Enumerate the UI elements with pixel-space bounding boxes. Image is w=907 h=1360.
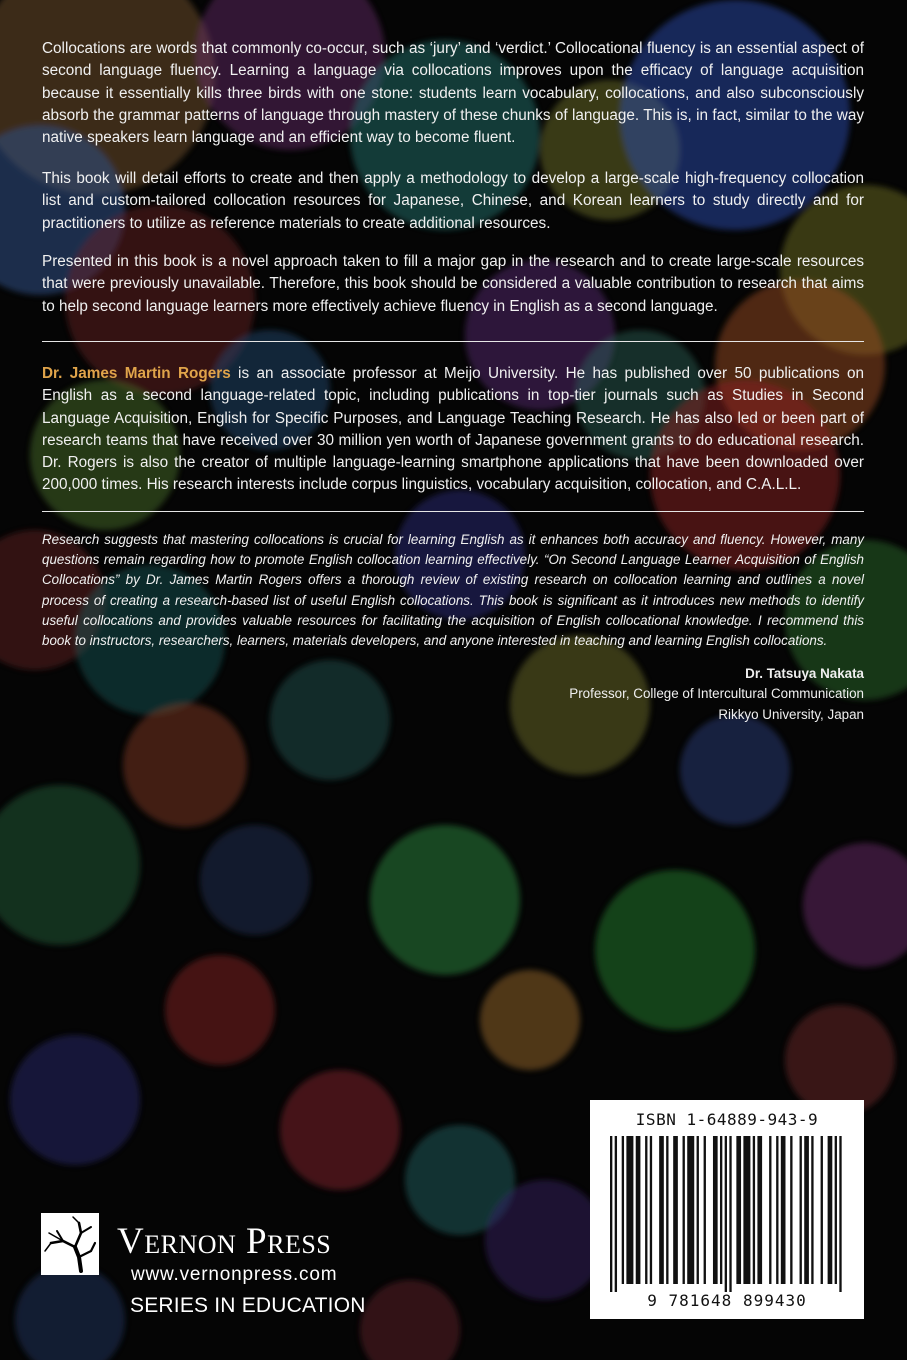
barcode-bar bbox=[615, 1136, 617, 1292]
author-bio bbox=[42, 363, 864, 497]
barcode-bar bbox=[757, 1136, 762, 1284]
publisher-name: Vernon Press bbox=[117, 1221, 332, 1262]
barcode-bar bbox=[645, 1136, 647, 1284]
author-bio-text: is an associate professor at Meijo University. He has published over 50 publications on English as a second language-related topic, including publications in top-tier journals such as Studies in Second Language Acquisition, English for Specific Purposes, and Language Teaching Research. He has also led or been part of research teams that have received over 30 million yen worth of Japanese government grants to do educational research. Dr. Rogers is also the creator of multiple language-learning smartphone applications that have been downloaded over 200,000 times. His research interests include corpus linguistics, vocabulary acquisition, collocation, and C.A.L.L. bbox=[42, 365, 864, 494]
barcode-bar bbox=[821, 1136, 823, 1284]
tree-icon bbox=[41, 1213, 99, 1275]
reviewer-signature bbox=[569, 664, 864, 725]
barcode-bar bbox=[704, 1136, 706, 1284]
barcode-bar bbox=[666, 1136, 668, 1284]
barcode-bar bbox=[753, 1136, 755, 1284]
reviewer-affiliation: Rikkyo University, Japan bbox=[718, 706, 864, 722]
barcode-bar bbox=[781, 1136, 786, 1284]
barcode-bar bbox=[769, 1136, 771, 1284]
barcode-bar bbox=[610, 1136, 612, 1292]
barcode-bar bbox=[650, 1136, 652, 1284]
reviewer-name: Dr. Tatsuya Nakata bbox=[745, 666, 864, 681]
barcode-bar bbox=[736, 1136, 741, 1284]
blurb-paragraph-3: Presented in this book is a novel approach taken to fill a major gap in the research and to create large-scale resources that were previously unavailable. Therefore, this book should be considered a valuable contribution to research that aims to help second language learners more effectively achieve fluency in English as a second language. bbox=[42, 253, 864, 315]
barcode-bar bbox=[800, 1136, 802, 1284]
isbn-barcode bbox=[590, 1100, 864, 1319]
blurb-paragraph-1: Collocations are words that commonly co-occur, such as ‘jury’ and ‘verdict.’ Collocational fluency is an essential aspect of second language fluency. Learning a language via collocations improves upon the efficacy of language acquisition because it essentially kills three birds with one stone: students learn vocabulary, collocations, and also subconsciously absorb the grammar patterns of language through mastery of these chunks of language. This is, in fact, similar to the way native speakers learn language and an efficient way to become fluent. bbox=[42, 40, 864, 147]
review-quote: Research suggests that mastering collocations is crucial for learning English as it enhances both accuracy and fluency. However, many questions remain regarding how to promote English collocation learning effectively. “On Second Language Learner Acquisition of English Collocations” by Dr. James Martin Rogers offers a thorough review of existing research on collocation learning and outlines a novel process of creating a research-based list of useful English collocations. This book is significant as it introduces new methods to identify useful collocations and provides valuable resources for facilitating the acquisition of English collocational knowledge. I recommend this book to instructors, researchers, learners, materials developers, and anyone interested in teaching and learning English collocations. bbox=[42, 532, 864, 649]
divider-top bbox=[42, 341, 864, 342]
series-name: SERIES IN EDUCATION bbox=[130, 1294, 366, 1317]
barcode-bar bbox=[776, 1136, 778, 1284]
barcode-bar bbox=[687, 1136, 694, 1284]
barcode-bar bbox=[713, 1136, 718, 1284]
reviewer-title: Professor, College of Intercultural Communication bbox=[569, 686, 864, 702]
barcode-bar bbox=[673, 1136, 678, 1284]
blurb-paragraph-2: This book will detail efforts to create and then apply a methodology to develop a large-scale high-frequency collocation list and custom-tailored collocation resources for Japanese, Chinese, and Korean learners to study directly and for practitioners to utilize as reference materials to create additional resources. bbox=[42, 170, 864, 232]
barcode-bar bbox=[790, 1136, 792, 1284]
barcode-bar bbox=[729, 1136, 731, 1292]
ean-digits: 9 781648 899430 bbox=[647, 1291, 807, 1310]
barcode-bar bbox=[804, 1136, 809, 1284]
barcode-bar bbox=[811, 1136, 813, 1284]
publisher-url[interactable]: www.vernonpress.com bbox=[131, 1264, 338, 1285]
barcode-bar bbox=[835, 1136, 837, 1284]
isbn-label: ISBN 1-64889-943-9 bbox=[635, 1110, 819, 1129]
barcode-bar bbox=[626, 1136, 633, 1284]
barcode-bar bbox=[743, 1136, 750, 1284]
barcode-bar bbox=[839, 1136, 841, 1292]
barcode-bar bbox=[828, 1136, 833, 1284]
barcode-bar bbox=[720, 1136, 722, 1284]
barcode-bars bbox=[610, 1136, 844, 1292]
barcode-bar bbox=[683, 1136, 685, 1284]
barcode-bar bbox=[636, 1136, 641, 1284]
barcode-bar bbox=[697, 1136, 699, 1284]
barcode-bar bbox=[622, 1136, 624, 1284]
barcode-bar bbox=[725, 1136, 727, 1292]
author-name: Dr. James Martin Rogers bbox=[42, 365, 231, 382]
barcode-bar bbox=[659, 1136, 664, 1284]
divider-bottom bbox=[42, 511, 864, 512]
